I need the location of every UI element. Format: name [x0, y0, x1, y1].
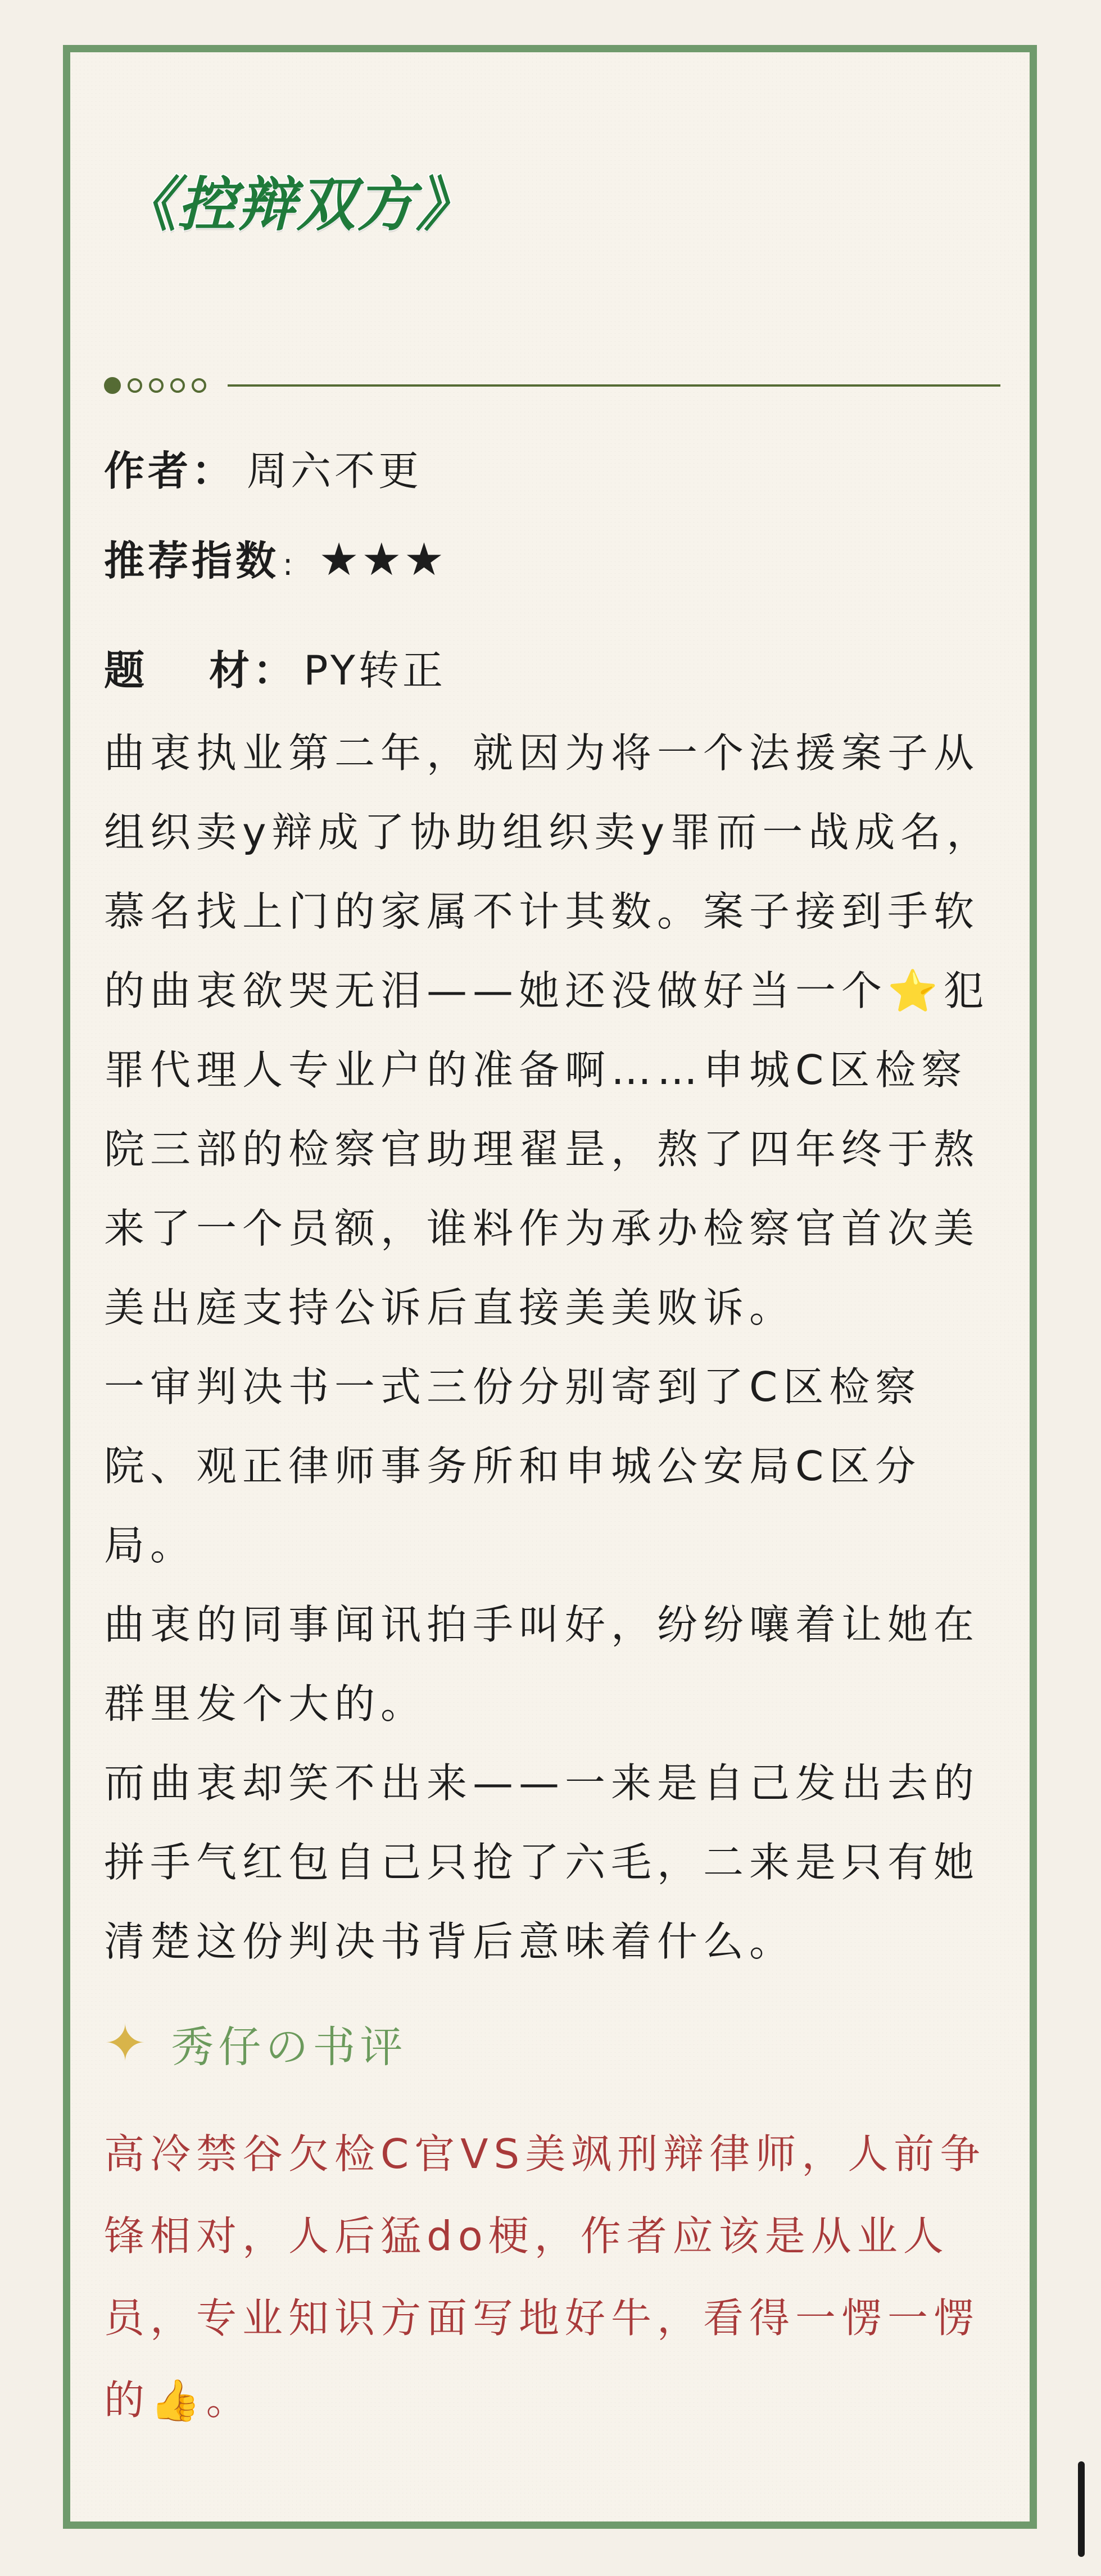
review-line: 员，专业知识方面写地好牛，看得一愣一愣 [104, 2294, 980, 2342]
topic-value: PY转正 [303, 647, 446, 694]
topic-label: 题 材： [104, 647, 297, 694]
synopsis-line: 拼手气红包自己只抢了六毛，二来是只有她 [104, 1839, 980, 1886]
synopsis-line: 曲衷执业第二年，就因为将一个法援案子从 [104, 729, 980, 777]
author-label: 作者： [104, 447, 236, 495]
divider-dot [192, 378, 206, 393]
review-heading: 秀仔の书评 [171, 2022, 407, 2072]
book-title: 《控辩双方》 [118, 170, 476, 239]
review-line: 的👍。 [104, 2377, 252, 2424]
author-row [104, 438, 422, 497]
synopsis-line: 群里发个大的。 [104, 1680, 427, 1727]
divider-line [228, 384, 1000, 387]
review-line: 高冷禁谷欠检C官VS美飒刑辩律师，人前争 [104, 2130, 986, 2178]
synopsis-line: 局。 [104, 1522, 197, 1569]
divider-dot [149, 378, 164, 393]
rating-separator: : [283, 547, 297, 582]
review-line: 锋相对，人后猛do梗，作者应该是从业人 [104, 2212, 949, 2260]
synopsis-line: 组织卖y辩成了协助组织卖y罪而一战成名， [104, 809, 993, 856]
author-value: 周六不更 [247, 447, 423, 495]
rating-label: 推荐指数 [104, 537, 280, 584]
divider-dot [128, 378, 142, 393]
synopsis-line: 的曲衷欲哭无泪——她还没做好当一个⭐犯 [104, 967, 990, 1014]
synopsis-line: 院三部的检察官助理翟昰，熬了四年终于熬 [104, 1126, 980, 1173]
divider-dot-filled [104, 377, 121, 394]
synopsis-line: 罪代理人专业户的准备啊……申城C区检察 [104, 1046, 968, 1094]
divider-dots [104, 375, 206, 396]
scrollbar[interactable] [1078, 2461, 1085, 2557]
synopsis [104, 714, 998, 1981]
synopsis-line: 清楚这份判决书背后意味着什么。 [104, 1918, 796, 1965]
divider-dot [170, 378, 185, 393]
synopsis-line: 一审判决书一式三份分别寄到了C区检察 [104, 1363, 922, 1411]
synopsis-line: 慕名找上门的家属不计其数。案子接到手软 [104, 888, 980, 935]
review-heading-row [104, 2013, 407, 2074]
synopsis-line: 来了一个员额，谁料作为承办检察官首次美 [104, 1205, 980, 1252]
synopsis-line: 曲衷的同事闻讯拍手叫好，纷纷嚷着让她在 [104, 1601, 980, 1648]
rating-stars: ★★★ [319, 533, 447, 586]
sparkle-icon: ✦ [104, 2013, 151, 2073]
review-body [104, 2113, 1003, 2441]
rating-row [104, 528, 446, 587]
synopsis-line: 院、观正律师事务所和申城公安局C区分 [104, 1443, 922, 1490]
topic-row [104, 638, 446, 696]
synopsis-line: 美出庭支持公诉后直接美美败诉。 [104, 1284, 796, 1331]
synopsis-line: 而曲衷却笑不出来——一来是自己发出去的 [104, 1759, 980, 1807]
